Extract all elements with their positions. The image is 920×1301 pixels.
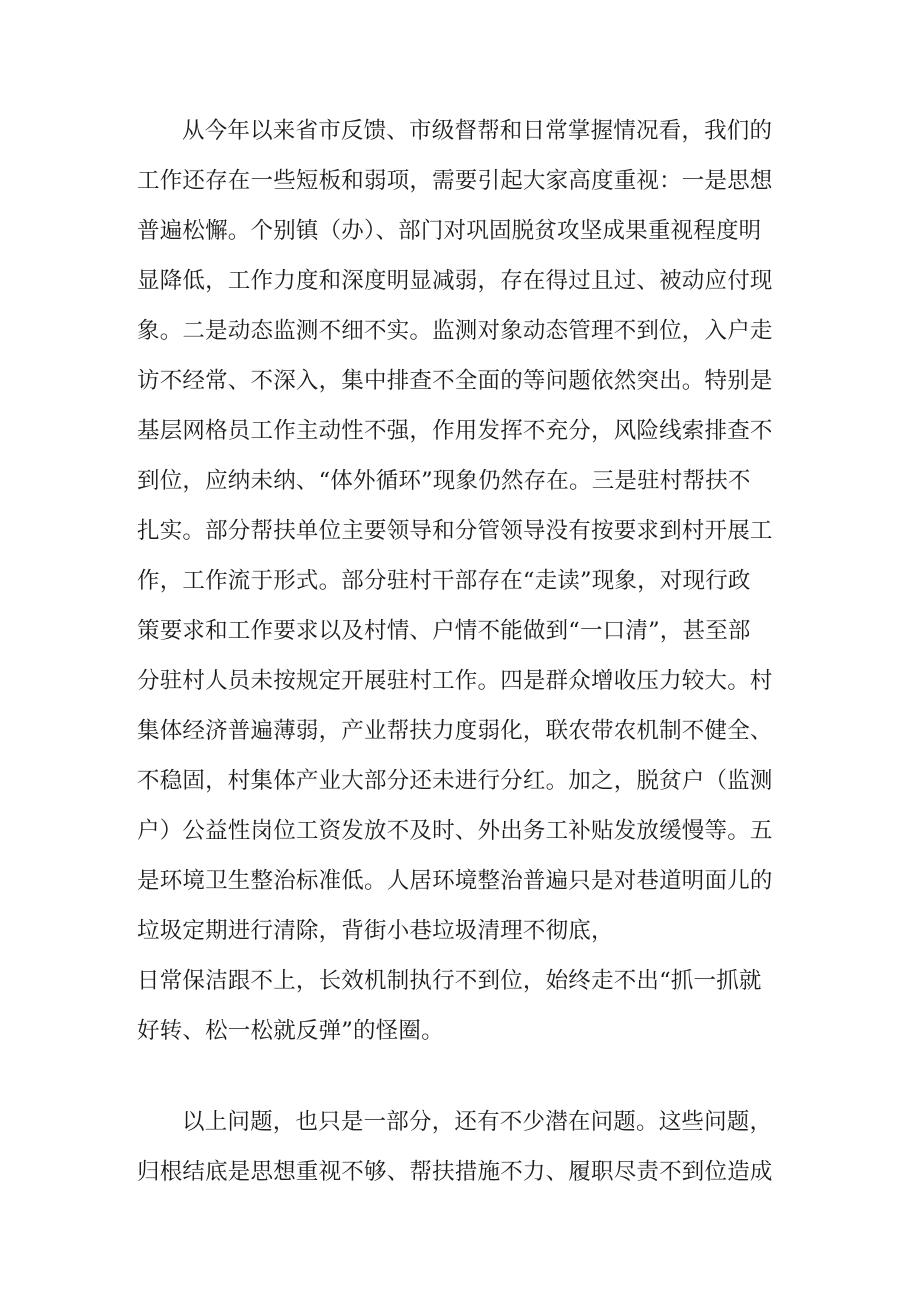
text-line: 归根结底是思想重视不够、帮扶措施不力、履职尽责不到位造成 — [137, 1159, 773, 1185]
text-line: 从今年以来省市反馈、市级督帮和日常掌握情况看，我们的 — [182, 118, 773, 144]
text-line: 到位，应纳未纳、“体外循环”现象仍然存在。三是驻村帮扶不 — [137, 468, 751, 494]
text-line: 访不经常、不深入，集中排查不全面的等问题依然突出。特别是 — [137, 368, 773, 394]
text-line: 策要求和工作要求以及村情、户情不能做到“一口清”，甚至部 — [137, 618, 751, 644]
text-line: 工作还存在一些短板和弱项，需要引起大家高度重视：一是思想 — [137, 168, 773, 194]
text-line: 集体经济普遍薄弱，产业帮扶力度弱化，联农带农机制不健全、 — [137, 718, 773, 744]
text-line: 象。二是动态监测不细不实。监测对象动态管理不到位，入户走 — [137, 318, 773, 344]
text-line: 以上问题，也只是一部分，还有不少潜在问题。这些问题， — [182, 1109, 773, 1135]
text-line: 显降低，工作力度和深度明显减弱，存在得过且过、被动应付现 — [137, 268, 773, 294]
text-line: 日常保洁跟不上，长效机制执行不到位，始终走不出“抓一抓就 — [137, 968, 762, 994]
text-line: 不稳固，村集体产业大部分还未进行分红。加之，脱贫户（监测 — [137, 768, 773, 794]
text-line: 基层网格员工作主动性不强，作用发挥不充分，风险线索排查不 — [137, 418, 773, 444]
text-line: 分驻村人员未按规定开展驻村工作。四是群众增收压力较大。村 — [137, 668, 773, 694]
text-line: 好转、松一松就反弹”的怪圈。 — [137, 1018, 444, 1044]
text-line: 户）公益性岗位工资发放不及时、外出务工补贴发放缓慢等。五 — [137, 818, 773, 844]
text-line: 普遍松懈。个别镇（办）、部门对巩固脱贫攻坚成果重视程度明 — [137, 218, 762, 244]
text-line: 垃圾定期进行清除，背街小巷垃圾清理不彻底， — [137, 918, 614, 944]
text-line: 扎实。部分帮扶单位主要领导和分管领导没有按要求到村开展工 — [137, 518, 773, 544]
text-line: 作，工作流于形式。部分驻村干部存在“走读”现象，对现行政 — [137, 568, 751, 594]
text-line: 是环境卫生整治标准低。人居环境整治普遍只是对巷道明面儿的 — [137, 868, 773, 894]
